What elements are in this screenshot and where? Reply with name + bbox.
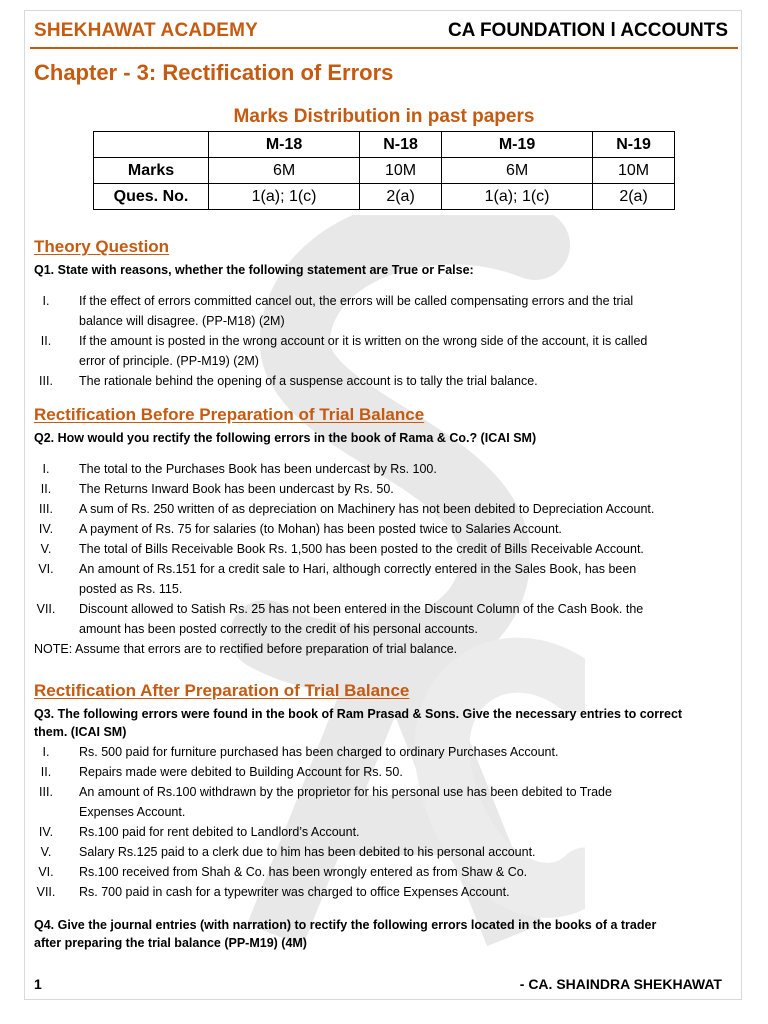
marks-distribution-table xyxy=(93,131,675,210)
item-text: Repairs made were debited to Building Account for Rs. 50. xyxy=(79,765,403,779)
list-item xyxy=(34,742,734,762)
question-line: after preparing the trial balance (PP-M19) (4M) xyxy=(34,936,307,950)
item-number: V. xyxy=(40,845,52,859)
list-item xyxy=(34,291,734,331)
question-line: Q4. Give the journal entries (with narration) to rectify the following errors located in the books of a trader xyxy=(34,918,657,932)
item-text: The total to the Purchases Book has been undercast by Rs. 100. xyxy=(79,462,437,476)
table-cell: 2(a) xyxy=(360,184,442,210)
list-item xyxy=(34,519,734,539)
header-divider xyxy=(30,47,738,49)
page-number: 1 xyxy=(34,976,42,992)
item-number: VII. xyxy=(36,885,56,899)
table-cell: 6M xyxy=(441,158,592,184)
marks-distribution-title: Marks Distribution in past papers xyxy=(233,106,535,127)
note-text: NOTE: Assume that errors are to rectified before preparation of trial balance. xyxy=(34,642,458,656)
q4-question xyxy=(34,916,724,952)
item-text: amount has been posted correctly to the credit of his personal accounts. xyxy=(79,622,478,636)
item-text: Salary Rs.125 paid to a clerk due to him has been debited to his personal account. xyxy=(79,845,536,859)
item-number: III. xyxy=(39,785,53,799)
before-tb-heading: Rectification Before Preparation of Trial Balance xyxy=(34,405,425,424)
table-cell: 2(a) xyxy=(593,184,675,210)
theory-heading: Theory Question xyxy=(34,237,170,256)
list-item xyxy=(34,762,734,782)
list-item xyxy=(34,559,734,599)
author-credit: - CA. SHAINDRA SHEKHAWAT xyxy=(519,976,722,992)
after-tb-question xyxy=(34,705,724,741)
item-number: VII. xyxy=(36,602,56,616)
item-text: The total of Bills Receivable Book Rs. 1,500 has been posted to the credit of Bills Receivable Account. xyxy=(79,542,644,556)
item-number: IV. xyxy=(38,522,54,536)
question-line: Q3. The following errors were found in the book of Ram Prasad & Sons. Give the necessary entries to correct xyxy=(34,707,683,721)
table-row xyxy=(94,184,675,210)
table-header-row xyxy=(94,132,675,158)
list-item xyxy=(34,499,734,519)
item-number: II. xyxy=(40,334,52,348)
table-header-cell: M-18 xyxy=(209,132,360,158)
item-text: error of principle. (PP-M19) (2M) xyxy=(79,354,259,368)
item-number: III. xyxy=(39,502,53,516)
item-number: V. xyxy=(40,542,52,556)
item-number: III. xyxy=(39,374,53,388)
list-item xyxy=(34,539,734,559)
theory-list xyxy=(34,291,734,391)
item-text: Expenses Account. xyxy=(79,805,186,819)
academy-name: SHEKHAWAT ACADEMY xyxy=(34,20,259,41)
item-text: If the effect of errors committed cancel out, the errors will be called compensating errors and the trial xyxy=(79,294,634,308)
theory-question: Q1. State with reasons, whether the following statement are True or False: xyxy=(34,263,474,277)
list-item xyxy=(34,862,734,882)
table-cell: 6M xyxy=(209,158,360,184)
item-text: An amount of Rs.100 withdrawn by the proprietor for his personal use has been debited to Trade xyxy=(79,785,612,799)
item-number: IV. xyxy=(38,825,54,839)
item-number: I. xyxy=(42,745,50,759)
table-cell: 10M xyxy=(593,158,675,184)
item-number: VI. xyxy=(38,865,54,879)
question-line: them. (ICAI SM) xyxy=(34,725,127,739)
table-header-cell: N-18 xyxy=(360,132,442,158)
table-row xyxy=(94,158,675,184)
table-cell: 1(a); 1(c) xyxy=(441,184,592,210)
item-number: I. xyxy=(42,294,50,308)
list-item xyxy=(34,371,734,391)
list-item xyxy=(34,782,734,822)
item-number: I. xyxy=(42,462,50,476)
list-item xyxy=(34,479,734,499)
before-tb-question: Q2. How would you rectify the following errors in the book of Rama & Co.? (ICAI SM) xyxy=(34,431,537,445)
item-text: Rs. 700 paid in cash for a typewriter was charged to office Expenses Account. xyxy=(79,885,510,899)
list-item xyxy=(34,842,734,862)
table-header-cell: N-19 xyxy=(593,132,675,158)
item-text: The rationale behind the opening of a suspense account is to tally the trial balance. xyxy=(79,374,538,388)
item-number: II. xyxy=(40,482,52,496)
chapter-title: Chapter - 3: Rectification of Errors xyxy=(34,60,394,85)
item-text: A payment of Rs. 75 for salaries (to Mohan) has been posted twice to Salaries Account. xyxy=(79,522,562,536)
item-text: An amount of Rs.151 for a credit sale to Hari, although correctly entered in the Sales Book, has been xyxy=(79,562,637,576)
list-item xyxy=(34,599,734,639)
list-item xyxy=(34,331,734,371)
item-text: posted as Rs. 115. xyxy=(79,582,183,596)
item-text: Rs. 500 paid for furniture purchased has been charged to ordinary Purchases Account. xyxy=(79,745,559,759)
item-number: VI. xyxy=(38,562,54,576)
item-number: II. xyxy=(40,765,52,779)
table-corner-cell xyxy=(94,132,209,158)
table-cell: 1(a); 1(c) xyxy=(209,184,360,210)
course-name: CA FOUNDATION l ACCOUNTS xyxy=(447,20,728,41)
row-label: Ques. No. xyxy=(94,184,209,210)
item-text: Rs.100 received from Shah & Co. has been wrongly entered as from Shaw & Co. xyxy=(79,865,528,879)
row-label: Marks xyxy=(94,158,209,184)
after-tb-heading: Rectification After Preparation of Trial Balance xyxy=(34,681,410,700)
list-item xyxy=(34,882,734,902)
table-cell: 10M xyxy=(360,158,442,184)
before-tb-list xyxy=(34,459,734,639)
table-header-cell: M-19 xyxy=(441,132,592,158)
list-item xyxy=(34,822,734,842)
item-text: The Returns Inward Book has been undercast by Rs. 50. xyxy=(79,482,394,496)
item-text: If the amount is posted in the wrong account or it is written on the wrong side of the account, it is called xyxy=(79,334,648,348)
list-item xyxy=(34,459,734,479)
item-text: A sum of Rs. 250 written of as depreciation on Machinery has not been debited to Depreciation Account. xyxy=(79,502,655,516)
item-text: Rs.100 paid for rent debited to Landlord’s Account. xyxy=(79,825,360,839)
after-tb-list xyxy=(34,742,734,902)
item-text: Discount allowed to Satish Rs. 25 has not been entered in the Discount Column of the Cash Book. the xyxy=(79,602,644,616)
item-text: balance will disagree. (PP-M18) (2M) xyxy=(79,314,285,328)
